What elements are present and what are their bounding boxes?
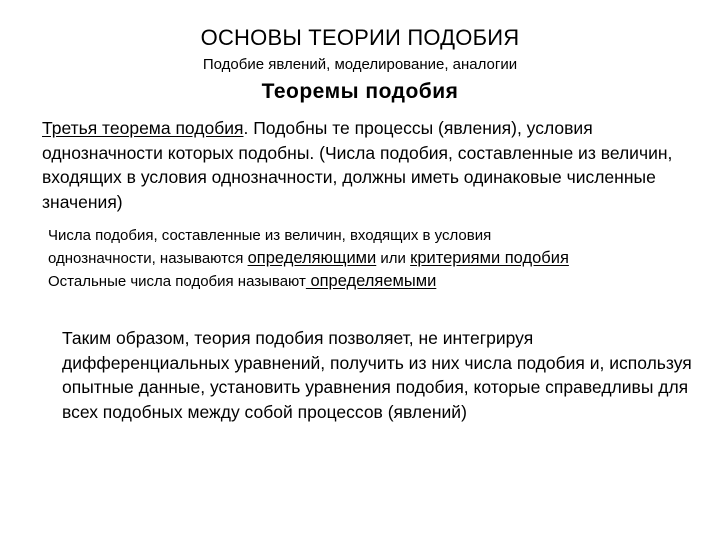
third-theorem-paragraph [42,116,707,214]
similarity-numbers-line-2-start: однозначности, называются [48,250,248,267]
similarity-numbers-line-3 [48,270,713,293]
section-heading: Теоремы подобия [261,80,459,103]
slide-title: ОСНОВЫ ТЕОРИИ ПОДОБИЯ [200,25,520,50]
term-determining: определяющими [247,249,377,267]
similarity-numbers-line-2 [48,247,713,270]
third-theorem-text: . Подобны те процессы (явления), условия однозначности которых подобны. (Числа подобия, составленные из величин, входящих в условия однозначности, должны иметь одинаковые численные значения) [42,118,673,212]
conclusion-paragraph: Таким образом, теория подобия позволяет, не интегрируя дифференциальных уравнений, получить из них числа подобия и, используя опытные данные, установить уравнения подобия, которые справедливы для всех подобных между собой процессов (явлений) [62,328,692,422]
similarity-numbers-line-3-start: Остальные числа подобия называют [48,273,306,290]
similarity-numbers-line-2-mid: или [376,250,411,267]
slide-subtitle: Подобие явлений, моделирование, аналогии [202,56,518,73]
third-theorem-term: Третья теорема подобия [42,118,244,138]
term-criteria: критериями подобия [410,249,569,267]
similarity-numbers-line-1: Числа подобия, составленные из величин, входящих в условия [48,227,492,244]
similarity-numbers-paragraph [48,224,713,293]
term-determined: определяемыми [305,272,437,290]
